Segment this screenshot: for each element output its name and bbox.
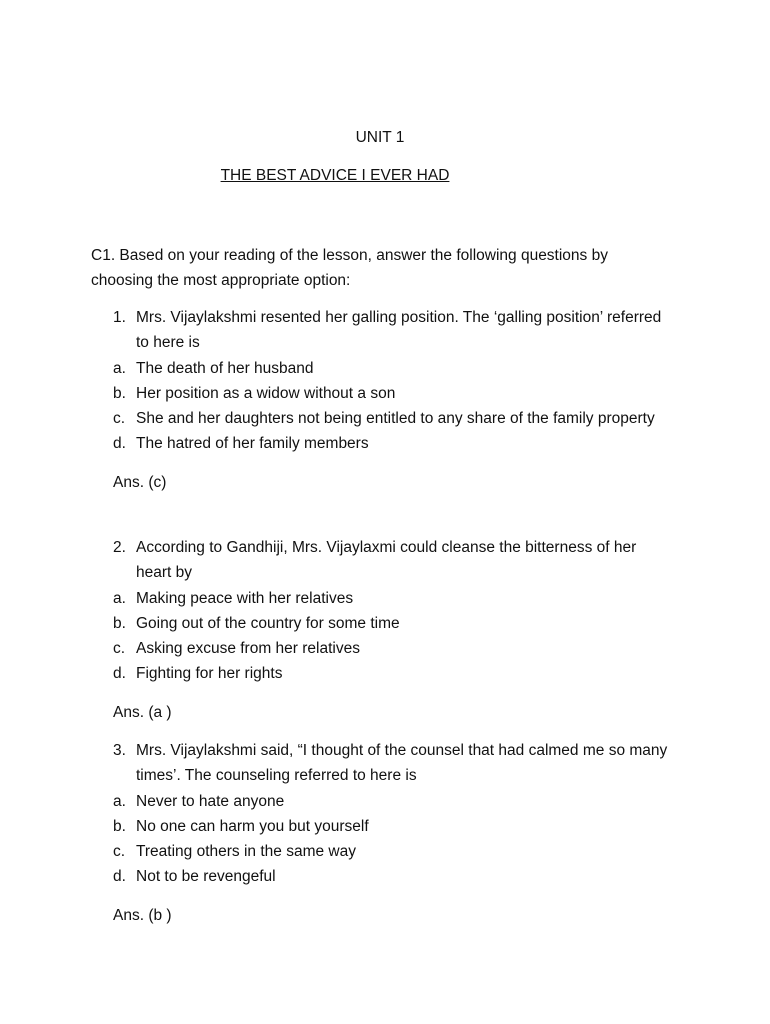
option-letter: c. <box>113 843 126 861</box>
unit-heading: UNIT 1 <box>355 129 405 146</box>
option-letter: b. <box>113 614 126 632</box>
question-2 <box>113 535 673 725</box>
option-text: The hatred of her family members <box>136 435 369 453</box>
option-b <box>113 381 673 406</box>
answer-text: Ans. (b ) <box>113 906 172 924</box>
option-letter: c. <box>113 410 126 428</box>
lesson-title <box>0 166 770 186</box>
question-number: 1. <box>113 309 126 326</box>
option-text: Making peace with her relatives <box>136 589 354 607</box>
option-letter: d. <box>113 665 126 683</box>
option-text: The death of her husband <box>136 359 314 377</box>
option-text: Never to hate anyone <box>136 792 285 810</box>
question-3 <box>113 738 673 928</box>
question-stem <box>113 305 673 356</box>
question-text: Mrs. Vijaylakshmi said, “I thought of the counsel that had calmed me so many times’. The counseling referred to here is <box>136 742 668 785</box>
option-text: Not to be revengeful <box>136 868 276 886</box>
answer-text: Ans. (c) <box>113 473 167 491</box>
question-number: 3. <box>113 742 126 759</box>
option-b <box>113 611 673 636</box>
instruction-text: C1. Based on your reading of the lesson, answer the following questions by choosing the most appropriate option: <box>91 247 608 289</box>
option-letter: d. <box>113 868 126 886</box>
option-letter: d. <box>113 435 126 453</box>
option-d <box>113 661 673 686</box>
option-d <box>113 431 673 456</box>
option-text: No one can harm you but yourself <box>136 817 369 835</box>
option-d <box>113 864 673 889</box>
question-stem <box>113 738 673 789</box>
answer-text: Ans. (a ) <box>113 703 172 721</box>
question-text: According to Gandhiji, Mrs. Vijaylaxmi could cleanse the bitterness of her heart by <box>136 539 637 582</box>
option-letter: b. <box>113 817 126 835</box>
question-stem <box>113 535 673 586</box>
lesson-title-text: THE BEST ADVICE I EVER HAD <box>220 167 450 184</box>
option-b <box>113 814 673 839</box>
option-text: Asking excuse from her relatives <box>136 640 360 658</box>
option-c <box>113 636 673 661</box>
option-text: Fighting for her rights <box>136 665 283 683</box>
option-a <box>113 356 673 381</box>
option-text: She and her daughters not being entitled to any share of the family property <box>136 410 655 428</box>
question-text: Mrs. Vijaylakshmi resented her galling position. The ‘galling position’ referred to here is <box>136 309 662 352</box>
option-letter: b. <box>113 384 126 402</box>
question-number: 2. <box>113 539 126 556</box>
option-text: Going out of the country for some time <box>136 614 400 632</box>
question-1 <box>113 305 673 495</box>
option-a <box>113 586 673 611</box>
option-a <box>113 789 673 814</box>
option-letter: a. <box>113 792 126 810</box>
option-c <box>113 839 673 864</box>
option-letter: c. <box>113 640 126 658</box>
option-text: Her position as a widow without a son <box>136 384 396 402</box>
option-letter: a. <box>113 589 126 607</box>
option-letter: a. <box>113 359 126 377</box>
option-c <box>113 406 673 431</box>
option-text: Treating others in the same way <box>136 843 356 861</box>
